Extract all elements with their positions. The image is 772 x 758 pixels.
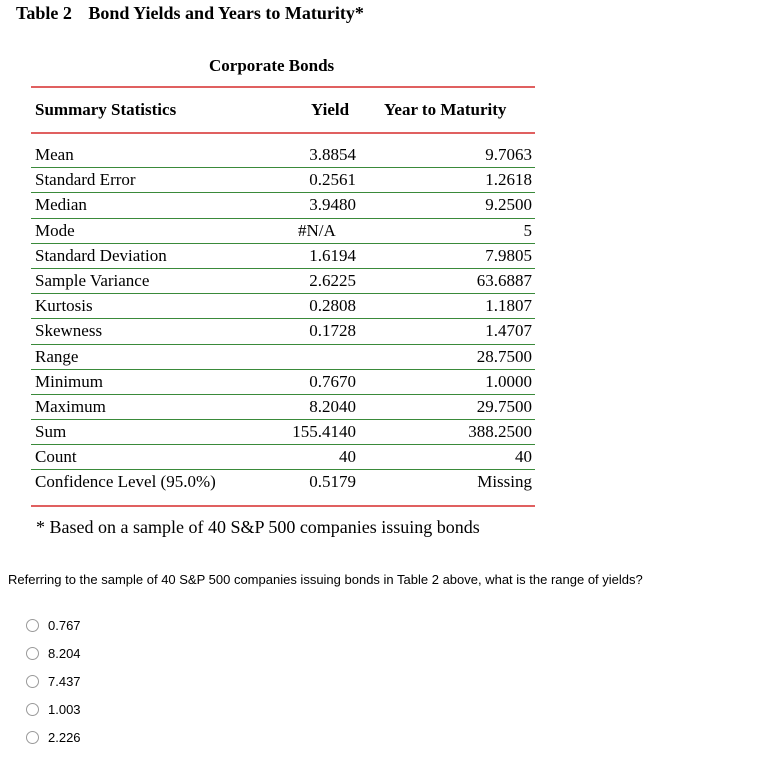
maturity-value: 1.2618 xyxy=(485,170,532,190)
answer-options xyxy=(26,611,81,751)
table-row xyxy=(31,219,535,244)
table-row xyxy=(31,269,535,294)
maturity-value: 9.2500 xyxy=(485,195,532,215)
yield-value: 40 xyxy=(339,447,356,467)
yield-value: 155.4140 xyxy=(292,422,356,442)
yield-value: 2.6225 xyxy=(309,270,356,290)
table-row xyxy=(31,370,535,395)
yield-value: 0.2561 xyxy=(309,170,356,190)
maturity-value: 28.7500 xyxy=(476,346,532,366)
yield-value: 3.8854 xyxy=(309,145,356,164)
row-label: Range xyxy=(35,346,79,366)
answer-option-label: 8.204 xyxy=(48,645,81,661)
radio-button-icon[interactable] xyxy=(26,647,39,660)
row-label: Sample Variance xyxy=(35,270,150,290)
yield-value: 0.1728 xyxy=(309,321,356,341)
maturity-value: 1.1807 xyxy=(485,296,532,316)
row-label: Count xyxy=(35,447,77,467)
table-row xyxy=(31,294,535,319)
yield-value: 3.9480 xyxy=(309,195,356,215)
table-title-text: Bond Yields and Years to Maturity* xyxy=(88,3,364,23)
table-title xyxy=(16,3,364,24)
table-row xyxy=(31,143,535,168)
answer-option-label: 1.003 xyxy=(48,701,81,717)
table-row xyxy=(31,319,535,344)
table-top-rule xyxy=(31,86,535,88)
table-footnote: * Based on a sample of 40 S&P 500 companies issuing bonds xyxy=(36,517,480,537)
table-row xyxy=(31,420,535,445)
radio-button-icon[interactable] xyxy=(26,619,39,632)
table-row xyxy=(31,445,535,470)
row-label: Sum xyxy=(35,422,67,442)
answer-option-label: 0.767 xyxy=(48,617,81,633)
row-label: Maximum xyxy=(35,396,106,416)
maturity-value: 40 xyxy=(515,447,532,467)
answer-option[interactable] xyxy=(26,667,81,695)
maturity-value: 388.2500 xyxy=(468,422,532,442)
maturity-value: 7.9805 xyxy=(485,245,532,265)
row-label: Mode xyxy=(35,220,75,240)
answer-option-label: 2.226 xyxy=(48,729,81,745)
row-label: Minimum xyxy=(35,371,104,391)
row-label: Standard Deviation xyxy=(35,245,167,265)
answer-option[interactable] xyxy=(26,639,81,667)
yield-value: 0.7670 xyxy=(309,371,356,391)
table-row xyxy=(31,470,535,494)
answer-option[interactable] xyxy=(26,611,81,639)
table-row xyxy=(31,345,535,370)
question-text: Referring to the sample of 40 S&P 500 companies issuing bonds in Table 2 above, what is the range of yields? xyxy=(8,572,643,587)
table-row xyxy=(31,395,535,420)
radio-button-icon[interactable] xyxy=(26,703,39,716)
header-yield: Yield xyxy=(311,100,350,119)
maturity-value: 5 xyxy=(523,220,532,240)
answer-option[interactable] xyxy=(26,723,81,751)
yield-value: 0.5179 xyxy=(309,472,356,492)
maturity-value: 1.4707 xyxy=(485,321,532,341)
maturity-value: 9.7063 xyxy=(485,145,532,164)
header-bottom-rule xyxy=(31,132,535,134)
table-row xyxy=(31,193,535,218)
yield-value: 0.2808 xyxy=(309,296,356,316)
maturity-value: 63.6887 xyxy=(476,270,532,290)
answer-option-label: 7.437 xyxy=(48,673,81,689)
header-year-to-maturity: Year to Maturity xyxy=(384,100,507,119)
statistics-table-body xyxy=(31,143,535,495)
row-label: Standard Error xyxy=(35,170,136,190)
header-summary-statistics: Summary Statistics xyxy=(35,100,177,119)
maturity-value: 1.0000 xyxy=(485,371,532,391)
maturity-value: 29.7500 xyxy=(476,396,532,416)
radio-button-icon[interactable] xyxy=(26,731,39,744)
yield-value: #N/A xyxy=(298,220,336,240)
table-bottom-rule xyxy=(31,505,535,507)
maturity-value: Missing xyxy=(477,472,532,492)
table-number: Table 2 xyxy=(16,3,72,23)
row-label: Confidence Level (95.0%) xyxy=(35,472,216,492)
column-group-header: Corporate Bonds xyxy=(209,56,335,75)
answer-option[interactable] xyxy=(26,695,81,723)
row-label: Mean xyxy=(35,145,74,164)
yield-value: 1.6194 xyxy=(309,245,356,265)
row-label: Median xyxy=(35,195,87,215)
radio-button-icon[interactable] xyxy=(26,675,39,688)
table-row xyxy=(31,168,535,193)
yield-value: 8.2040 xyxy=(309,396,356,416)
row-label: Kurtosis xyxy=(35,296,93,316)
table-row xyxy=(31,244,535,269)
row-label: Skewness xyxy=(35,321,103,341)
